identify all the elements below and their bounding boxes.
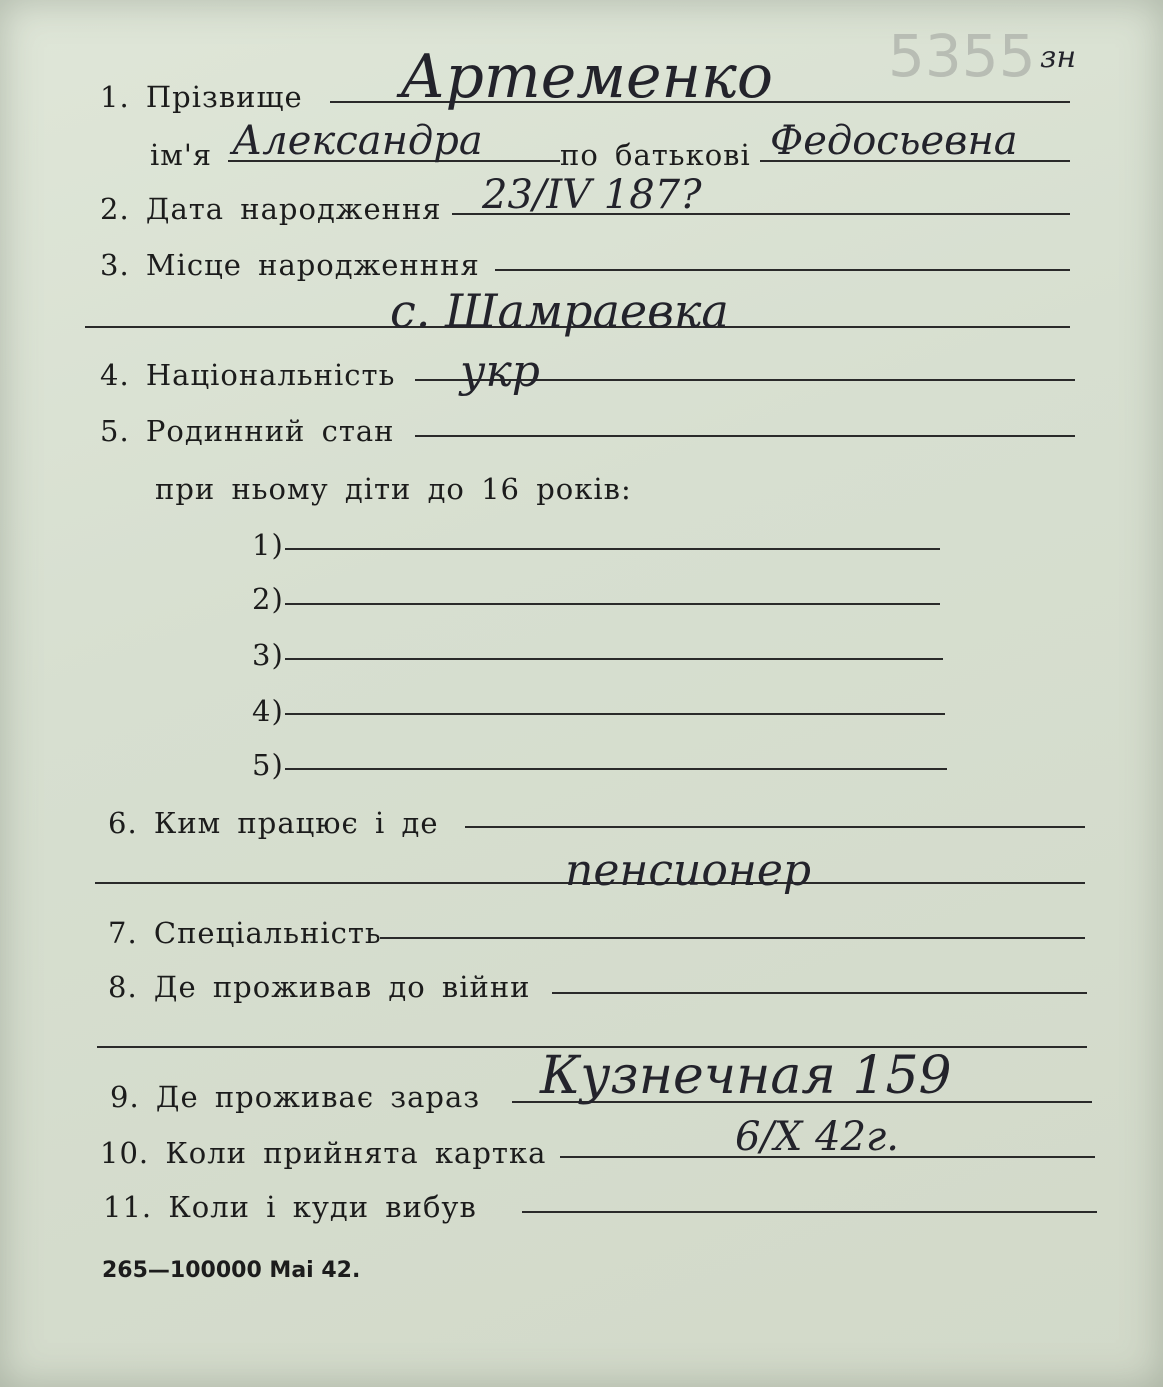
first-name-label: ім'я	[150, 138, 213, 172]
card-date-label: 10. Коли прийнята картка	[100, 1136, 547, 1170]
nationality-label: 4. Національність	[100, 358, 396, 392]
patronymic-value[interactable]: Федосьевна	[770, 118, 1018, 164]
surname-label: 1. Прізвище	[100, 80, 303, 114]
child-5-line	[285, 768, 947, 770]
child-5-label: 5)	[252, 748, 284, 782]
current-residence-label: 9. Де проживає зараз	[110, 1080, 481, 1114]
birth-date-label: 2. Дата народження	[100, 192, 442, 226]
departure-line	[522, 1211, 1097, 1213]
child-4-line	[285, 713, 945, 715]
specialty-line	[380, 937, 1085, 939]
prewar-residence-label: 8. Де проживав до війни	[108, 970, 531, 1004]
surname-value[interactable]: Артеменко	[400, 42, 773, 112]
birth-place-label: 3. Місце народженння	[100, 248, 480, 282]
archive-number: 5355	[888, 22, 1036, 90]
print-footer: 265—100000 Mai 42.	[102, 1258, 361, 1283]
birth-place-value[interactable]: с. Шамраевка	[390, 284, 729, 338]
child-1-label: 1)	[252, 528, 284, 562]
child-4-label: 4)	[252, 694, 284, 728]
prewar-residence-line-1	[552, 992, 1087, 994]
occupation-label: 6. Ким працює і де	[108, 806, 439, 840]
child-2-line	[285, 603, 940, 605]
birth-date-value[interactable]: 23/IV 187?	[482, 172, 702, 218]
marital-status-line	[415, 435, 1075, 437]
child-2-label: 2)	[252, 582, 284, 616]
card-date-value[interactable]: 6/X 42г.	[735, 1114, 899, 1160]
patronymic-label: по батькові	[560, 138, 751, 172]
departure-label: 11. Коли і куди вибув	[103, 1190, 477, 1224]
archive-suffix: зн	[1040, 40, 1077, 75]
current-residence-value[interactable]: Кузнечная 159	[540, 1046, 952, 1106]
occupation-line-1	[465, 826, 1085, 828]
first-name-value[interactable]: Александра	[232, 118, 483, 164]
nationality-value[interactable]: укр	[460, 346, 540, 397]
children-label: при ньому діти до 16 років:	[155, 472, 632, 506]
marital-status-label: 5. Родинний стан	[100, 414, 395, 448]
specialty-label: 7. Спеціальність	[108, 916, 382, 950]
birth-place-line-1	[495, 269, 1070, 271]
occupation-value[interactable]: пенсионер	[565, 845, 812, 896]
child-3-label: 3)	[252, 638, 284, 672]
child-3-line	[285, 658, 943, 660]
child-1-line	[285, 548, 940, 550]
